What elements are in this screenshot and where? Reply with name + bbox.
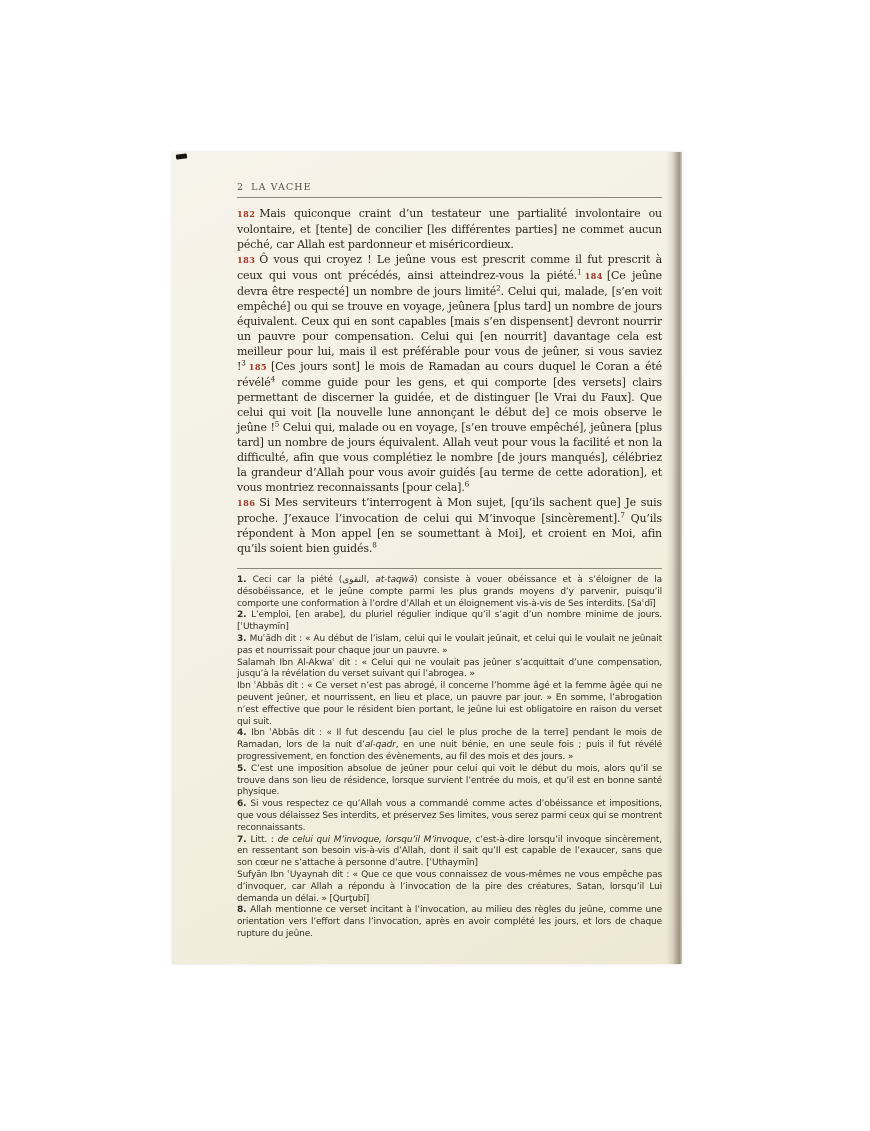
footnote-paragraph: 1. Ceci car la piété (التقوى, at-taqwā) consiste à vouer obéissance et à s’éloigner de la désobéissance, et le jeûne compte parmi les plus grands moyens d’y parvenir, puisqu’il comporte une conformation à l’ordre d’Allah et un éloignement vis-à-vis de Ses interdits. [Saʿdī] <box>237 575 662 609</box>
footnote-paragraph: 4. Ibn ʿAbbās dit : « Il fut descendu [au ciel le plus proche de la terre] pendant le mois de Ramadan, lors de la nuit d’al-qadr, en une nuit bénie, en une seule fois ; puis il fut révélé progressivement, en fonction des évènements, au fil des mois et des jours. » <box>237 728 662 762</box>
footnote-ref: 3 <box>241 358 246 368</box>
footnote-number: 5. <box>237 763 251 774</box>
verse-paragraph: 186 Si Mes serviteurs t’interrogent à Mon sujet, [qu’ils sachent que] Je suis proche. J’exauce l’invocation de celui qui M’invoque [sincèrement].$^7$ Qu’ils répondent à Mon appel [en se soumettant à Moi], et croient en Moi, afin qu’ils soient bien guidés.$^8$ <box>237 496 663 555</box>
footnote-ref: 4 <box>270 374 276 384</box>
footnote-number: 4. <box>237 728 252 739</box>
footnote-paragraph: 8. Allah mentionne ce verset incitant à l’invocation, au milieu des règles du jeûne, comme une orientation vers l’effort dans l’invocation, après en avoir complété les jours, et lors de chaque rupture du jeûne. <box>237 905 663 939</box>
footnote-ref: 1 <box>577 267 582 277</box>
chapter-number: 2 <box>237 182 245 193</box>
footnote-number: 7. <box>237 834 251 845</box>
italic-text: de celui qui M’invoque, lorsqu’il M’invoque <box>277 834 469 845</box>
footnote-number: 8. <box>237 905 251 916</box>
running-header <box>237 182 662 193</box>
italic-text: at-taqwā <box>375 575 415 585</box>
footnotes-block <box>237 575 662 941</box>
page-content <box>237 152 662 941</box>
footnote-number: 1. <box>237 575 253 585</box>
header-rule <box>237 197 662 198</box>
footnote-ref: 5 <box>274 419 280 429</box>
italic-text: al-qadr <box>364 740 396 751</box>
footnote-paragraph: 2. L’emploi, [en arabe], du pluriel régulier indique qu’il s’agit d’un nombre minime de jours. [ʿUthaymīn] <box>237 610 662 633</box>
footnote-number: 3. <box>237 633 250 644</box>
footnote-paragraph: 7. Litt. : de celui qui M’invoque, lorsqu’il M’invoque, c’est-à-dire lorsqu’il invoque sincèrement, en ressentant son besoin vis-à-vis d’Allah, dont il sait qu’Il est capable de l’exaucer, sans que son cœur ne s’attache à personne d’autre. [ʿUthaymīn] <box>237 834 662 869</box>
book-page <box>172 152 682 964</box>
footnote-paragraph: 6. Si vous respectez ce qu’Allah vous a commandé comme actes d’obéissance et impositions, que vous délaissez Ses interdits, et préservez Ses limites, vous serez parmi ceux qui se montrent reconnaissants. <box>237 799 662 833</box>
verse-number: 182 <box>237 209 256 219</box>
footnote-paragraph: Salamah Ibn Al-Akwaʿ dit : « Celui qui ne voulait pas jeûner s’acquittait d’une compensation, jusqu’à la révélation du verset suivant qui l’abrogea. » <box>237 657 662 680</box>
footnote-ref: 6 <box>464 479 470 489</box>
footnote-paragraph: Sufyān Ibn ʿUyaynah dit : « Que ce que vous connaissez de vous-mêmes ne vous empêche pas d’invoquer, car Allah a répondu à l’invocation de la pire des créatures, Satan, lorsqu’il Lui demanda un délai. » [Qurţubī] <box>237 869 662 904</box>
footnote-ref: 2 <box>496 283 501 293</box>
footnote-ref: 7 <box>620 510 625 520</box>
arabic-text: التقوى <box>342 575 367 585</box>
footnote-paragraph: Ibn ʿAbbās dit : « Ce verset n’est pas abrogé, il concerne l’homme âgé et la femme âgée qui ne peuvent jeûner, et nourrissent, en lieu et place, un pauvre par jour. » En somme, l’abrogation n’est effective que pour le résident bien portant, le jeûne lui est obligatoire en raison du verset qui suit. <box>237 681 662 727</box>
chapter-title: LA VACHE <box>251 182 312 193</box>
footnote-separator-rule <box>237 568 662 569</box>
verse-paragraph: 183 Ô vous qui croyez ! Le jeûne vous est prescrit comme il fut prescrit à ceux qui vous ont précédés, ainsi atteindrez-vous la piété.$^1$ 184 [Ce jeûne devra être respecté] un nombre de jours limité$^2$. Celui qui, malade, [s’en voit empêché] ou qui se trouve en voyage, jeûnera [plus tard] un nombre de jours équivalent. Ceux qui en sont capables [mais s’en dispensent] devront nourrir un pauvre pour compensation. Celui qui [en nourrit] davantage cela est meilleur pour lui, mais il est préférable pour vous de jeûner, si vous saviez !$^3$ 185 [Ces jours sont] le mois de Ramadan au cours duquel le Coran a été révélé$^4$ comme guide pour les gens, et qui comporte [des versets] clairs permettant de discerner la guidée, et de distinguer [le Vrai du Faux]. Que celui qui voit [la nouvelle lune annonçant le début de] ce mois observe le jeûne !$^5$ Celui qui, malade ou en voyage, [s’en trouve empêché], jeûnera [plus tard] un nombre de jours équivalent. Allah veut pour vous la facilité et non la difficulté, afin que vous complétiez le nombre [de jours manqués], célébriez la grandeur d’Allah pour vous avoir guidés [au terme de cette adoration], et vous montriez reconnaissants [pour cela].$^6$ <box>237 253 663 494</box>
verse-number: 185 <box>248 362 268 372</box>
verse-number: 184 <box>584 271 603 281</box>
footnote-number: 2. <box>237 610 252 621</box>
page-edge-shadow <box>666 152 682 964</box>
footnote-ref: 8 <box>372 540 377 550</box>
scan-artifact-mark <box>176 153 188 159</box>
footnote-paragraph: 5. C’est une imposition absolue de jeûner pour celui qui voit le début du mois, alors qu’il se trouve dans son lieu de résidence, lorsque survient l’entrée du mois, et qu’il est en bonne santé physique. <box>237 763 663 798</box>
footnote-paragraph: 3. Muʿādh dit : « Au début de l’islam, celui qui le voulait jeûnait, et celui qui le voulait ne jeûnait pas et nourrissait pour chaque jour un pauvre. » <box>237 633 662 656</box>
footnote-number: 6. <box>237 799 251 810</box>
verse-number: 186 <box>237 498 256 508</box>
verse-paragraph: 182 Mais quiconque craint d’un testateur une partialité involontaire ou volontaire, et [tente] de concilier [les différentes parties] ne commet aucun péché, car Allah est pardonneur et miséricordieux. <box>237 207 662 251</box>
verse-number: 183 <box>237 255 256 265</box>
verse-text-block <box>237 206 662 556</box>
